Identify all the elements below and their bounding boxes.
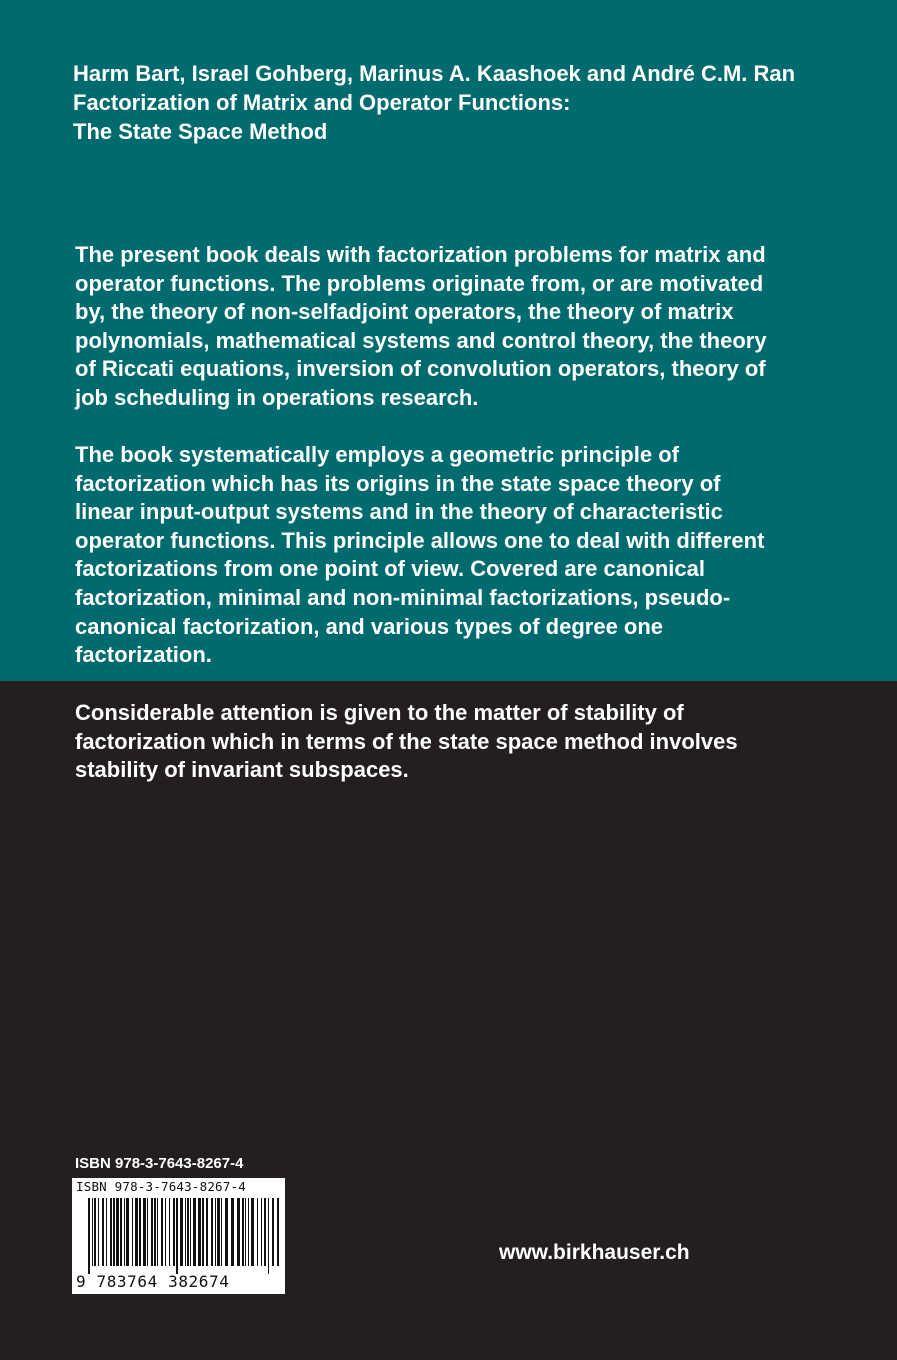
barcode-bar [116,1198,119,1266]
barcode-bar [185,1198,186,1266]
barcode-bar [217,1198,220,1266]
text-line: factorization. [75,642,212,668]
barcode-bar [264,1198,266,1266]
text-line: of Riccati equations, inversion of convolution operators, theory of [75,356,766,382]
barcode-bar [248,1198,249,1266]
barcode-bar [211,1198,213,1266]
barcode-bar [139,1198,141,1266]
barcode-bar [126,1198,129,1266]
text-line: The book systematically employs a geometric principle of [75,442,679,467]
barcode-bar [165,1198,166,1266]
isbn-label: ISBN 978-3-7643-8267-4 [75,1155,244,1172]
barcode-bar [180,1198,183,1266]
barcode-bar [206,1198,208,1266]
barcode-bar [231,1198,234,1266]
text-line: canonical factorization, and various types of degree one [75,613,664,639]
barcode-bar [157,1198,158,1266]
barcode-bar [193,1198,196,1266]
barcode-bar [173,1198,175,1266]
book-title-line-1: Factorization of Matrix and Operator Functions: [73,90,571,115]
barcode-bar [261,1198,262,1266]
barcode-bar [268,1198,269,1274]
book-title-line-2: The State Space Method [73,119,328,144]
text-line: factorization which in terms of the state space method involves [75,728,738,754]
text-line: by, the theory of non-selfadjoint operators, the theory of matrix [75,299,734,325]
barcode-bar [169,1198,170,1266]
barcode-bar [143,1198,146,1266]
barcode-bar [215,1198,216,1266]
description-paragraph-3 [75,699,865,785]
barcode-bar [106,1198,107,1266]
text-line: factorization which has its origins in the state space theory of [75,470,721,496]
barcode-bar [245,1198,246,1266]
barcode-bar [202,1198,204,1266]
barcode-bar [113,1198,115,1266]
barcode-bar [120,1198,122,1266]
publisher-website: www.birkhauser.ch [499,1241,690,1264]
barcode-bar [251,1198,254,1266]
barcode-bar [257,1198,258,1266]
barcode-bar [135,1198,138,1266]
barcode-bar [277,1198,279,1266]
authors: Harm Bart, Israel Gohberg, Marinus A. Kaashoek and André C.M. Ran [73,61,796,86]
text-line: polynomials, mathematical systems and control theory, the theory [75,327,767,353]
barcode-bar [102,1198,104,1266]
barcode-bar [124,1198,125,1266]
text-line: linear input-output systems and in the theory of characteristic [75,499,723,525]
text-line: operator functions. This principle allows one to deal with different [75,527,765,553]
book-header [73,59,873,146]
text-line: The present book deals with factorization problems for matrix and [75,242,766,267]
barcode-bar [154,1198,156,1266]
barcode-bar [242,1198,244,1266]
barcode-bar [187,1198,189,1266]
barcode-bar [272,1198,274,1266]
barcode-bar [151,1198,153,1266]
barcode-bar [98,1198,99,1266]
barcode-bar [110,1198,112,1266]
barcode-bar [225,1198,228,1266]
isbn-barcode [72,1178,285,1294]
description-paragraph-1 [75,241,865,413]
text-line: operator functions. The problems originate from, or are motivated [75,270,764,296]
text-line: factorization, minimal and non-minimal factorizations, pseudo- [75,584,731,610]
text-line: Considerable attention is given to the matter of stability of [75,700,684,725]
barcode-digits: 9 783764 382674 [76,1272,230,1291]
barcode-bar [221,1198,222,1266]
barcode-isbn-text: ISBN 978-3-7643-8267-4 [76,1179,246,1194]
text-line: factorizations from one point of view. Covered are canonical [75,556,705,582]
barcode-bar [147,1198,148,1266]
barcode-bar [88,1198,90,1274]
barcode-bar [94,1198,96,1266]
description-paragraph-2 [75,441,865,670]
barcode-bar [92,1198,93,1266]
barcode-bar [190,1198,191,1266]
barcode-bar [198,1198,201,1266]
barcode-bar [237,1198,240,1266]
barcode-bar [161,1198,163,1266]
barcode-bar [132,1198,133,1266]
text-line: stability of invariant subspaces. [75,757,409,783]
barcode-bar [176,1198,178,1274]
text-line: job scheduling in operations research. [75,384,479,410]
